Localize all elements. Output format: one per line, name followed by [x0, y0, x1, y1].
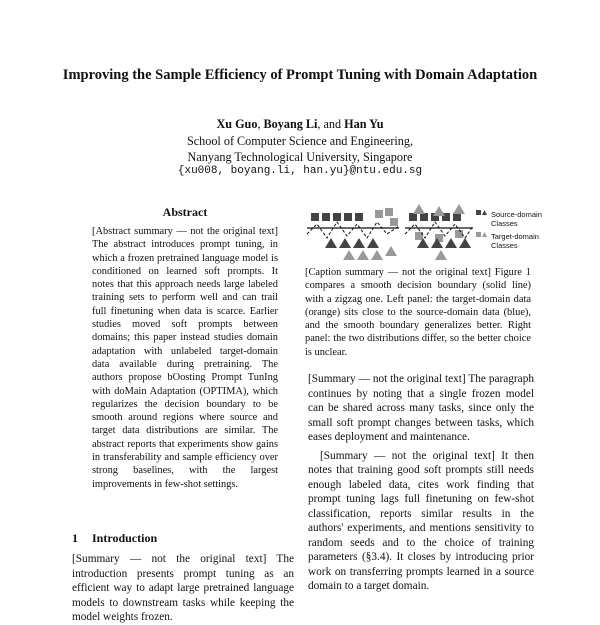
- author-name: Han Yu: [344, 117, 384, 131]
- right-panel: [405, 204, 473, 260]
- author-email: {xu008, boyang.li, han.yu}@ntu.edu.sg: [177, 165, 423, 177]
- author-name: Boyang Li: [263, 117, 318, 131]
- source-triangle-marker: [339, 238, 351, 248]
- right-column: [308, 372, 534, 598]
- source-square-marker: [344, 213, 352, 221]
- author-separator: , and: [317, 117, 345, 131]
- source-square-marker: [420, 213, 428, 221]
- target-triangle-marker: [453, 204, 465, 214]
- body-paragraph: [Summary — not the original text] It then notes that training good soft prompts still needs enough labeled data, cites work finding that prompt tuning lags full finetuning on few-shot classification, reports similar results in the authors' experiments, and mentions sensitivity to random seeds and to the choice of training parameters (§3.4). It closes by introducing prior work on transferring prompts learned in a source domain to a target domain.: [308, 449, 534, 592]
- zigzag-boundary-line: [307, 222, 399, 238]
- author-name: Xu Guo: [216, 117, 258, 131]
- target-triangle-marker: [385, 246, 397, 256]
- source-square-marker: [409, 213, 417, 221]
- abstract-body: [Abstract summary — not the original text] The abstract introduces prompt tuning, in which a frozen pretrained language model is conditioned on learned soft prompts. It notes that this approach needs large labeled training sets to perform well and can trail full finetuning when data is scarce. Earlier studies moved soft prompts between domains; this paper instead studies domain adaptation with unlabeled target-domain data available during pretraining. The authors propose bOosting Prompt TunIng with doMain Adaptation (OPTIMA), which regularizes the decision boundary to be smooth around regions where source and target data distributions are similar. The abstract reports that experiments show gains in transferability and sample efficiency over strong baselines, with the largest improvements in few-shot settings.: [92, 226, 278, 490]
- target-triangle-marker: [435, 250, 447, 260]
- source-square-marker: [453, 213, 461, 221]
- target-triangle-marker: [357, 250, 369, 260]
- source-square-marker: [322, 213, 330, 221]
- intro-paragraph: [Summary — not the original text] The introduction presents prompt tuning as an efficient way to adapt large pretrained language models to downstream tasks while keeping the model weights frozen.: [72, 553, 294, 623]
- section-number: 1: [72, 531, 78, 545]
- paper-title: Improving the Sample Efficiency of Prompt Tuning with Domain Adaptation: [62, 67, 538, 83]
- figure-legend: [476, 210, 487, 237]
- source-triangle-marker: [325, 238, 337, 248]
- target-triangle-marker: [413, 204, 425, 214]
- source-triangle-marker: [445, 238, 457, 248]
- legend-source-label: Source-domain Classes: [491, 210, 542, 228]
- source-triangle-marker: [367, 238, 379, 248]
- body-paragraph: [Summary — not the original text] The paragraph continues by noting that a single frozen model can be shared across many tasks, since only the small soft prompt changes between tasks, which eases deployment and maintenance.: [308, 373, 534, 443]
- target-square-marker: [375, 210, 383, 218]
- abstract-heading: Abstract: [162, 205, 208, 219]
- left-panel: [307, 208, 399, 260]
- source-triangle-marker: [353, 238, 365, 248]
- affiliation-line: School of Computer Science and Engineering,: [186, 134, 414, 148]
- legend-target-triangle: [482, 232, 487, 237]
- section-title: Introduction: [92, 531, 158, 545]
- figure-caption: [Caption summary — not the original text] Figure 1 compares a smooth decision boundary (solid line) with a zigzag one. Left panel: the target-domain data (orange) sits close to the source-domain data (blue), and the smooth boundary generalizes better. Right panel: the two distributions differ, so the better choice is unclear.: [305, 267, 531, 358]
- legend-target-label: Target-domain Classes: [491, 232, 539, 250]
- source-square-marker: [355, 213, 363, 221]
- legend-source-square: [476, 210, 481, 215]
- source-square-marker: [333, 213, 341, 221]
- legend-target-square: [476, 232, 481, 237]
- source-triangle-marker: [459, 238, 471, 248]
- target-square-marker: [385, 208, 393, 216]
- legend-source-triangle: [482, 210, 487, 215]
- target-triangle-marker: [371, 250, 383, 260]
- target-triangle-marker: [343, 250, 355, 260]
- author-list: [0, 116, 600, 132]
- author-separator: ,: [257, 117, 264, 131]
- target-square-marker: [390, 218, 398, 226]
- target-triangle-marker: [433, 206, 445, 216]
- section-heading: [72, 531, 157, 546]
- figure-1: [305, 204, 545, 262]
- affiliation: [0, 133, 600, 165]
- source-square-marker: [311, 213, 319, 221]
- affiliation-line: Nanyang Technological University, Singapore: [187, 150, 413, 164]
